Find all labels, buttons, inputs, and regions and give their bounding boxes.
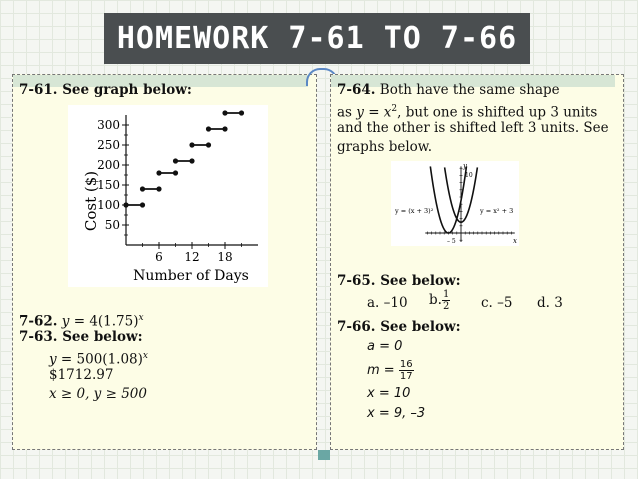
problem-7-65-b-prefix: b. [429,292,442,308]
step-endpoint [156,186,161,191]
problem-7-65-answer-c: c. –5 [481,295,513,311]
problem-7-66-x1: x = 10 [367,386,411,401]
problem-7-66-m-prefix: m = [367,363,399,378]
problem-7-64-label: 7-64. [337,82,376,98]
problem-7-62-eq: = 4(1.75) [69,313,139,330]
graph-x-axis-label: Number of Days [133,268,249,284]
problem-7-65-answer-d: d. 3 [537,295,563,311]
problem-7-62-exp: x [138,313,144,323]
problem-7-64-line1 [337,81,560,99]
problem-7-66-label: 7-66. [337,319,376,335]
y-tick-label: 150 [97,178,120,192]
step-endpoint [140,202,145,207]
problem-7-63-var: y [49,351,57,368]
problem-7-66-m [367,359,414,382]
problem-7-63-text: See below: [62,329,143,345]
problem-7-63 [19,328,143,346]
y-tick-label: 250 [97,138,120,152]
problem-7-64-post: , but one is shifted up 3 units [397,104,598,121]
fraction-denominator: 2 [442,301,450,312]
step-function-graph [68,105,268,287]
problem-7-62-label: 7-62. [19,313,58,330]
right-panel [330,74,624,450]
page-title: HOMEWORK 7-61 TO 7-66 [116,21,518,56]
problem-7-65 [337,272,461,290]
problem-7-66-x2: x = 9, –3 [367,406,426,421]
parabola-right-label: y = x² + 3 [480,207,514,215]
x-tick-label: 6 [155,250,163,264]
x-tick-label: 18 [217,250,233,264]
problem-7-64-eq: y = x [356,104,392,121]
problem-7-61-text: See graph below: [62,82,192,98]
problem-7-65-label: 7-65. [337,273,376,289]
problem-7-64-text1: Both have the same shape [379,82,560,98]
problem-7-64-line4: graphs below. [337,139,433,155]
parabola-left-label: y = (x + 3)² [395,207,434,215]
y-tick-label: 200 [97,158,120,172]
left-panel [12,74,317,450]
problem-7-63-label: 7-63. [19,329,58,345]
problem-7-66-a: a = 0 [367,339,403,354]
parabola-x-tick: – 5 [447,238,456,245]
problem-7-63-line3: x ≥ 0, y ≥ 500 [49,386,147,402]
fraction-numerator: 16 [399,359,413,370]
problem-7-65-b-fraction [442,289,450,312]
step-endpoint [156,170,161,175]
step-endpoint [222,110,227,115]
parabola-graph [391,161,519,246]
problem-7-65-answer-a: a. –10 [367,295,408,311]
problem-7-64-line3: and the other is shifted left 3 units. See [337,120,609,136]
step-endpoint [173,170,178,175]
y-tick-label: 100 [97,198,120,212]
step-endpoint [123,202,128,207]
fraction-denominator: 17 [399,371,413,382]
fraction-numerator: 1 [442,289,450,300]
step-endpoint [189,142,194,147]
parabola-x-axis-label: x [513,237,517,245]
y-tick-label: 300 [97,118,120,132]
problem-7-64-pre: as [337,104,357,121]
step-endpoint [222,126,227,131]
step-endpoint [206,126,211,131]
step-endpoint [206,142,211,147]
problem-7-62-var: y [61,313,70,330]
step-endpoint [140,186,145,191]
step-endpoint [189,158,194,163]
parabola-y-axis-label: y [463,162,467,170]
step-endpoint [173,158,178,163]
problem-7-63-eq: = 500(1.08) [56,351,143,368]
problem-7-63-exp: x [142,351,148,361]
problem-7-61 [19,81,192,99]
problem-7-61-label: 7-61. [19,82,58,98]
problem-7-65-answer-b [429,289,450,312]
teal-tab [318,450,330,460]
y-tick-label: 50 [104,218,120,232]
title-banner [104,13,530,64]
problem-7-66-m-fraction [399,359,414,382]
problem-7-65-text: See below: [380,273,461,289]
problem-7-63-line2: $1712.97 [49,367,114,383]
problem-7-66-text: See below: [380,319,461,335]
problem-7-64-exp: 2 [391,104,398,114]
step-endpoint [239,110,244,115]
problem-7-66 [337,318,461,336]
graph-y-axis-label: Cost ($) [82,170,100,232]
parabola-y-tick: 10 [465,172,473,179]
x-tick-label: 12 [184,250,200,264]
